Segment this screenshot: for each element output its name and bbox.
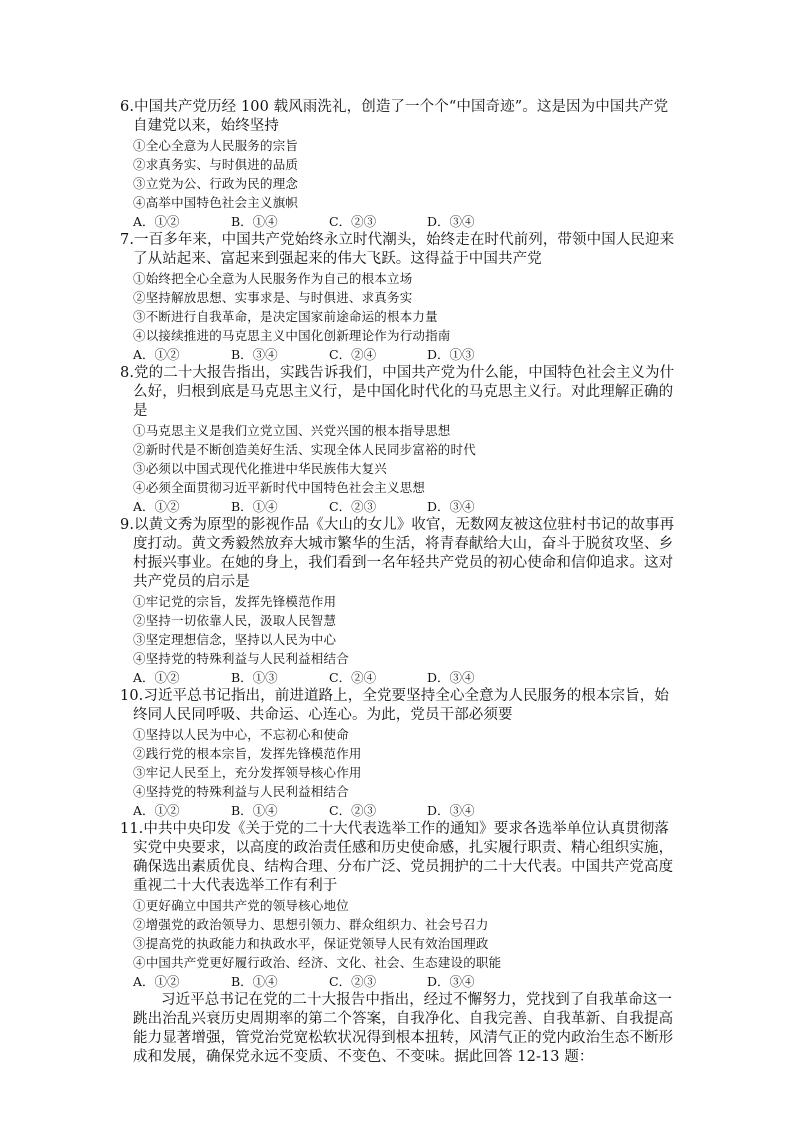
choice-a: A．①② <box>133 214 180 229</box>
choice-b: B．①④ <box>231 214 278 229</box>
choice-d: D．③④ <box>427 499 475 514</box>
answer-choices <box>120 497 680 516</box>
choice-c: C．②③ <box>329 214 377 229</box>
choice-d: D．③④ <box>427 974 475 989</box>
choice-d: D．①③ <box>427 347 475 362</box>
question-stem: 9.以黄文秀为原型的影视作品《大山的女儿》收官，无数网友被这位驻村书记的故事再度打动。黄文秀毅然放弃大城市繁华的生活，将青春献给大山，奋斗于脱贫攻坚、乡村振兴事业。在她的身上，我们看到一名年轻共产党员的初心使命和信仰追求。这对共产党员的启示是 <box>120 517 675 590</box>
option-3: ③不断进行自我革命，是决定国家前途命运的根本力量 <box>133 309 438 324</box>
option-4: ④高举中国特色社会主义旗帜 <box>133 195 299 210</box>
choice-a: A．①② <box>133 803 180 818</box>
choice-a: A．①② <box>133 974 180 989</box>
option-1: ①更好确立中国共产党的领导核心地位 <box>133 898 349 913</box>
question-stem: 10.习近平总书记指出，前进道路上，全党要坚持全心全意为人民服务的根本宗旨，始终同人民同呼吸、共命运、心连心。为此，党员干部必须要 <box>120 688 669 723</box>
question-stem: 8.党的二十大报告指出，实践告诉我们，中国共产党为什么能，中国特色社会主义为什么好，归根到底是马克思主义行，是中国化时代化的马克思主义行。对此理解正确的是 <box>120 365 675 419</box>
choice-c: C．②③ <box>329 974 377 989</box>
option-2: ②坚持一切依靠人民，汲取人民智慧 <box>133 613 337 628</box>
option-2: ②新时代是不断创造美好生活、实现全体人民同步富裕的时代 <box>133 442 476 457</box>
choice-b: B．③④ <box>231 347 278 362</box>
choice-d: D．③④ <box>427 670 475 685</box>
option-4: ④必须全面贯彻习近平新时代中国特色社会主义思想 <box>133 480 426 495</box>
answer-choices <box>120 801 680 820</box>
question-stem: 7.一百多年来，中国共产党始终永立时代潮头，始终走在时代前列，带领中国人民迎来了从站起来、富起来到强起来的伟大飞跃。这得益于中国共产党 <box>120 232 675 267</box>
option-1: ①全心全意为人民服务的宗旨 <box>133 138 299 153</box>
document-page <box>120 98 680 1067</box>
option-1: ①始终把全心全意为人民服务作为自己的根本立场 <box>133 271 413 286</box>
question-8 <box>120 364 680 516</box>
question-7 <box>120 231 680 364</box>
option-4: ④以接续推进的马克思主义中国化创新理论作为行动指南 <box>133 328 451 343</box>
question-11 <box>120 820 680 991</box>
option-1: ①马克思主义是我们立党立国、兴党兴国的根本指导思想 <box>133 423 451 438</box>
reading-passage: 习近平总书记在党的二十大报告中指出，经过不懈努力，党找到了自我革命这一跳出治乱兴衰历史周期率的第二个答案，自我净化、自我完善、自我革新、自我提高能力显著增强，管党治党宽松软状况得到根本扭转，风清气正的党内政治生态不断形成和发展，确保党永远不变质、不变色、不变味。据此回答 12-13 题： <box>133 992 674 1065</box>
option-2: ②求真务实、与时俱进的品质 <box>133 157 299 172</box>
option-4: ④坚持党的特殊利益与人民利益相结合 <box>133 784 349 799</box>
option-3: ③立党为公、行政为民的理念 <box>133 176 299 191</box>
choice-d: D．③④ <box>427 214 475 229</box>
question-9 <box>120 516 680 687</box>
question-stem: 6.中国共产党历经 100 载风雨洗礼，创造了一个个“中国奇迹”。这是因为中国共产党自建党以来，始终坚持 <box>120 99 669 134</box>
choice-b: B．①④ <box>231 499 278 514</box>
option-4: ④中国共产党更好履行政治、经济、文化、社会、生态建设的职能 <box>133 955 502 970</box>
option-1: ①牢记党的宗旨，发挥先锋模范作用 <box>133 594 337 609</box>
choice-a: A．①② <box>133 499 180 514</box>
choice-c: C．②③ <box>329 499 377 514</box>
choice-c: C．②④ <box>329 347 377 362</box>
choice-c: C．②③ <box>329 803 377 818</box>
choice-b: B．①③ <box>231 670 278 685</box>
option-2: ②增强党的政治领导力、思想引领力、群众组织力、社会号召力 <box>133 917 489 932</box>
choice-a: A．①② <box>133 670 180 685</box>
option-3: ③提高党的执政能力和执政水平，保证党领导人民有效治国理政 <box>133 936 489 951</box>
question-6 <box>120 98 680 231</box>
question-stem: 11.中共中央印发《关于党的二十大代表选举工作的通知》要求各选举单位认真贯彻落实党中央要求，以高度的政治责任感和历史使命感，扎实履行职责、精心组织实施，确保选出素质优良、结构合理、分布广泛、党员拥护的二十大代表。中国共产党高度重视二十大代表选举工作有利于 <box>120 821 674 894</box>
answer-choices <box>120 972 680 991</box>
answer-choices <box>120 668 680 687</box>
choice-b: B．①④ <box>231 974 278 989</box>
option-2: ②践行党的根本宗旨，发挥先锋模范作用 <box>133 746 362 761</box>
option-2: ②坚持解放思想、实事求是、与时俱进、求真务实 <box>133 290 413 305</box>
answer-choices <box>120 345 680 364</box>
answer-choices <box>120 212 680 231</box>
option-3: ③必须以中国式现代化推进中华民族伟大复兴 <box>133 461 388 476</box>
option-3: ③坚定理想信念，坚持以人民为中心 <box>133 632 337 647</box>
choice-d: D．③④ <box>427 803 475 818</box>
choice-a: A．①② <box>133 347 180 362</box>
choice-b: B．①④ <box>231 803 278 818</box>
choice-c: C．②④ <box>329 670 377 685</box>
option-4: ④坚持党的特殊利益与人民利益相结合 <box>133 651 349 666</box>
option-3: ③牢记人民至上，充分发挥领导核心作用 <box>133 765 362 780</box>
option-1: ①坚持以人民为中心，不忘初心和使命 <box>133 727 349 742</box>
question-10 <box>120 687 680 820</box>
